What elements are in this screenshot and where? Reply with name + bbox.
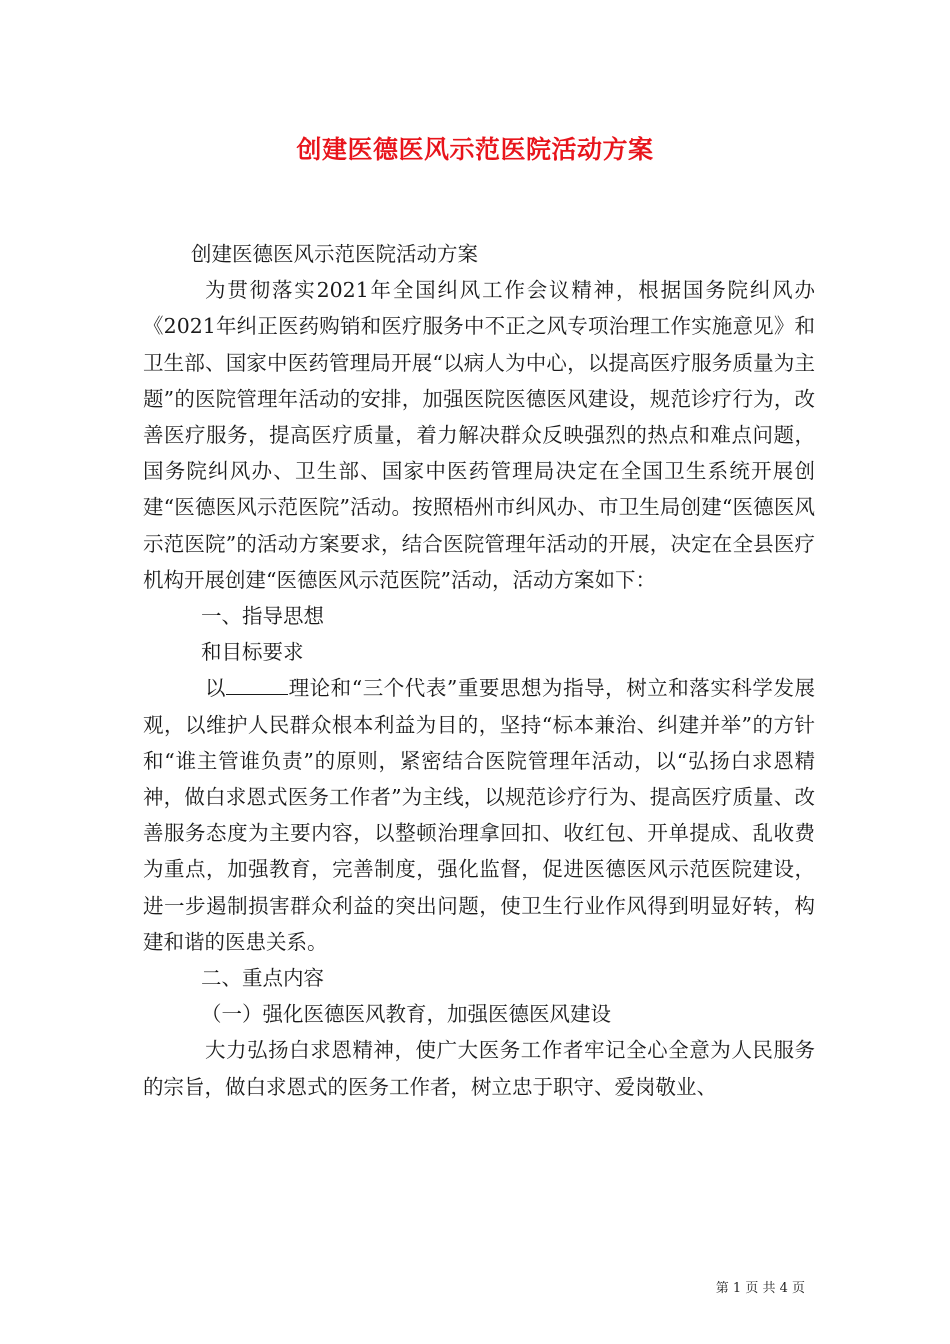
subsection-heading-education: （一）强化医德医风教育，加强医德医风建设: [201, 1002, 611, 1027]
blank-prefix: 以: [205, 676, 227, 701]
document-body: [143, 236, 815, 1105]
paragraph-intro: 为贯彻落实2021年全国纠风工作会议精神，根据国务院纠风办《2021年纠正医药购销和医疗服务中不正之风专项治理工作实施意见》和卫生部、国家中医药管理局开展“以病人为中心，以提高医疗服务质量为主题”的医院管理年活动的安排，加强医院医德医风建设，规范诊疗行为，改善医疗服务，提高医疗质量，着力解决群众反映强烈的热点和难点问题，国务院纠风办、卫生部、国家中医药管理局决定在全国卫生系统开展创建“医德医风示范医院”活动。按照梧州市纠风办、市卫生局创建“医德医风示范医院”的活动方案要求，结合医院管理年活动的开展，决定在全县医疗机构开展创建“医德医风示范医院”活动，活动方案如下：: [143, 278, 815, 592]
section-heading-goals: 和目标要求: [201, 640, 304, 665]
section-heading-guiding-ideology: 一、指导思想: [201, 604, 324, 629]
paragraph-education: 大力弘扬白求恩精神，使广大医务工作者牢记全心全意为人民服务的宗旨，做白求恩式的医务工作者，树立忠于职守、爱岗敬业、: [143, 1038, 815, 1099]
paragraph-heading: 创建医德医风示范医院活动方案: [191, 242, 478, 266]
paragraph-guiding-ideology: [143, 670, 815, 960]
section-heading-key-content: 二、重点内容: [201, 966, 324, 991]
blank-underline: [226, 672, 288, 695]
document-title: 创建医德医风示范医院活动方案: [296, 135, 654, 164]
page-number: 第 1 页 共 4 页: [715, 1281, 805, 1296]
blank-suffix: 理论和“三个代表”重要思想为指导，树立和落实科学发展观，以维护人民群众根本利益为目的，坚持“标本兼治、纠建并举”的方针和“谁主管谁负责”的原则，紧密结合医院管理年活动，以“弘扬白求恩精神，做白求恩式医务工作者”为主线，以规范诊疗行为、提高医疗质量、改善服务态度为主要内容，以整顿治理拿回扣、收红包、开单提成、乱收费为重点，加强教育，完善制度，强化监督，促进医德医风示范医院建设，进一步遏制损害群众利益的突出问题，使卫生行业作风得到明显好转，构建和谐的医患关系。: [143, 676, 815, 954]
